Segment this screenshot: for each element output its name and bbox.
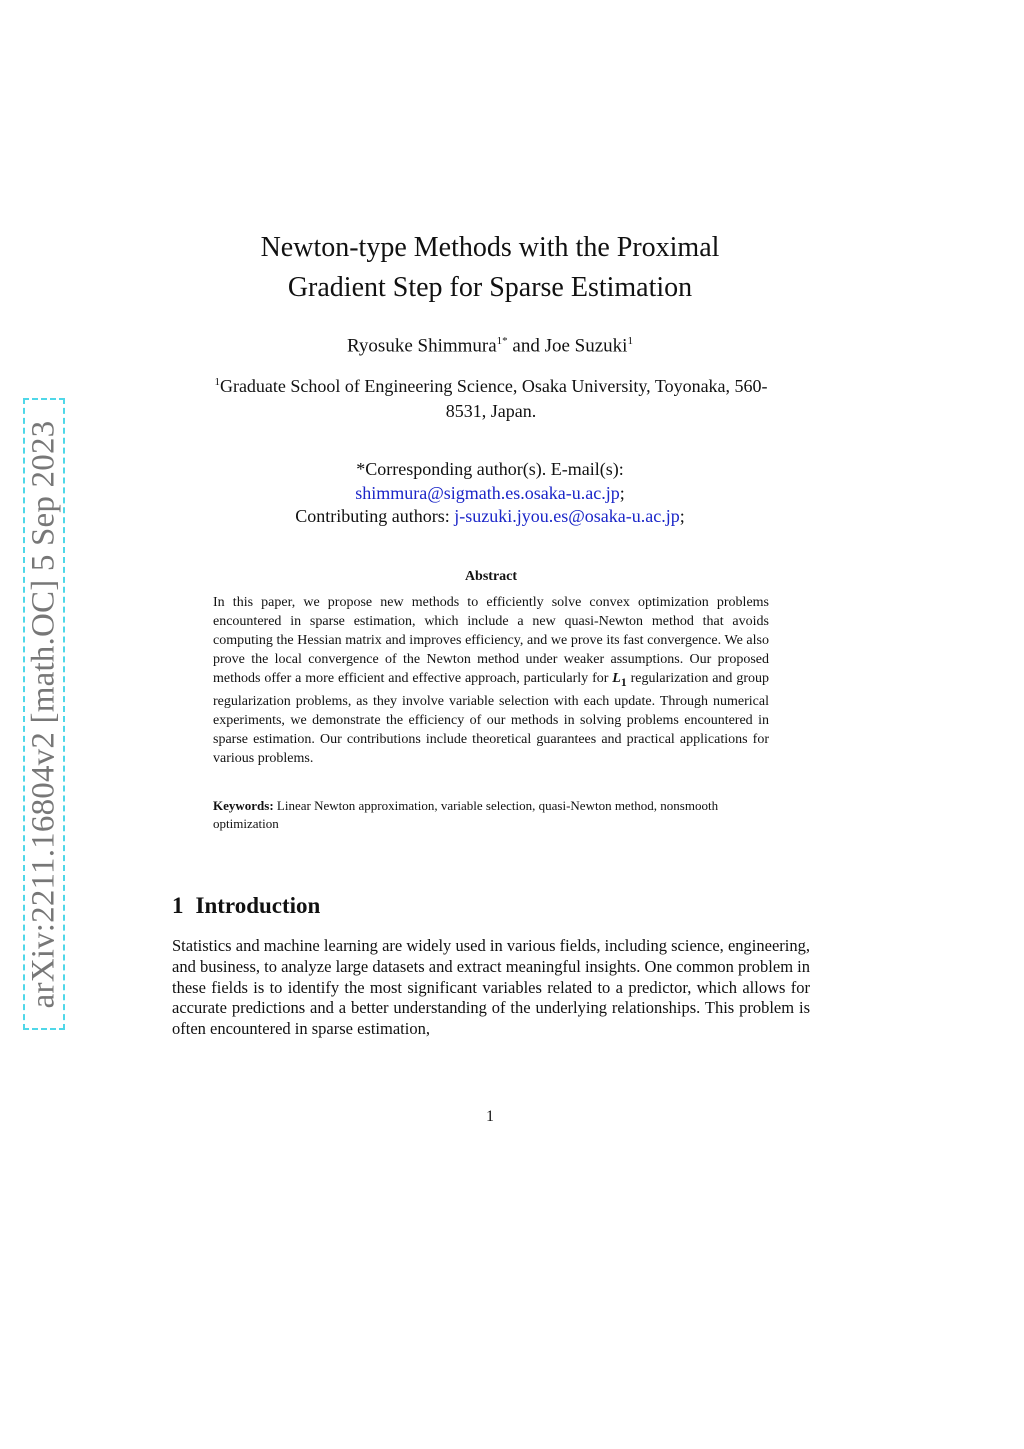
- author-affiliation-mark: 1*: [496, 335, 508, 347]
- affiliation: [195, 370, 787, 424]
- author-name: Ryosuke Shimmura: [347, 335, 497, 357]
- affiliation-text: Graduate School of Engineering Science, Osaka University, Toyonaka, 560-8531, Japan.: [219, 376, 768, 421]
- keywords-label: Keywords:: [213, 798, 274, 813]
- corresponding-email-line: [220, 482, 760, 506]
- section-title: Introduction: [195, 893, 321, 918]
- math-l-subscript: 1: [620, 675, 627, 689]
- corresponding-authors: [220, 458, 760, 529]
- corresponding-email-link[interactable]: shimmura@sigmath.es.osaka-u.ac.jp: [355, 482, 620, 503]
- contributing-line: [220, 505, 760, 529]
- paper-title: Newton-type Methods with the Proximal Gradient Step for Sparse Estimation: [260, 232, 720, 303]
- keywords-text: Linear Newton approximation, variable selection, quasi-Newton method, nonsmooth optimization: [213, 798, 719, 831]
- abstract-text-part2: regularization and group regularization problems, as they involve variable selection with each update. Through numerical experiments, we demonstrate the efficiency of our methods in solving problems encountered in sparse estimation. Our contributions include theoretical guarantees and practical applications for various problems.: [213, 671, 769, 766]
- abstract-heading: Abstract: [464, 569, 518, 584]
- corresponding-label: *Corresponding author(s). E-mail(s):: [356, 459, 624, 479]
- author-conjunction: and: [507, 335, 545, 357]
- contributing-email-link[interactable]: j-suzuki.jyou.es@osaka-u.ac.jp: [454, 506, 680, 526]
- author-line: [250, 335, 730, 357]
- author-affiliation-mark: 1: [627, 335, 633, 347]
- contributing-label: Contributing authors:: [295, 506, 455, 526]
- section-number: 1: [172, 893, 184, 918]
- affiliation-mark: 1: [214, 376, 220, 388]
- arxiv-id: arXiv:2211.16804v2 [math.OC] 5 Sep 2023: [25, 420, 62, 1008]
- abstract-body: [213, 593, 769, 768]
- arxiv-stamp: [23, 398, 65, 1030]
- email-separator: ;: [619, 482, 625, 503]
- keywords: [213, 797, 769, 833]
- section-heading: [172, 893, 320, 919]
- introduction-paragraph: Statistics and machine learning are widely used in various fields, including science, engineering, and business, to analyze large datasets and extract meaningful insights. One common problem in these fields is to identify the most significant variables related to a predictor, which allows for accurate predictions and a better understanding of the underlying relationships. This problem is often encountered in sparse estimation,: [172, 936, 810, 1039]
- math-l-symbol: L: [612, 671, 621, 686]
- abstract-text-part1: In this paper, we propose new methods to efficiently solve convex optimization problems encountered in sparse estimation, which include a new quasi-Newton method that avoids computing the Hessian matrix and improves efficiency, and we prove its fast convergence. We also prove the local convergence of the Newton method under weaker assumptions. Our proposed methods offer a more efficient and effective approach, particularly for: [213, 595, 769, 686]
- author-name: Joe Suzuki: [544, 335, 628, 357]
- page-number: 1: [486, 1108, 494, 1125]
- email-separator: ;: [679, 506, 685, 526]
